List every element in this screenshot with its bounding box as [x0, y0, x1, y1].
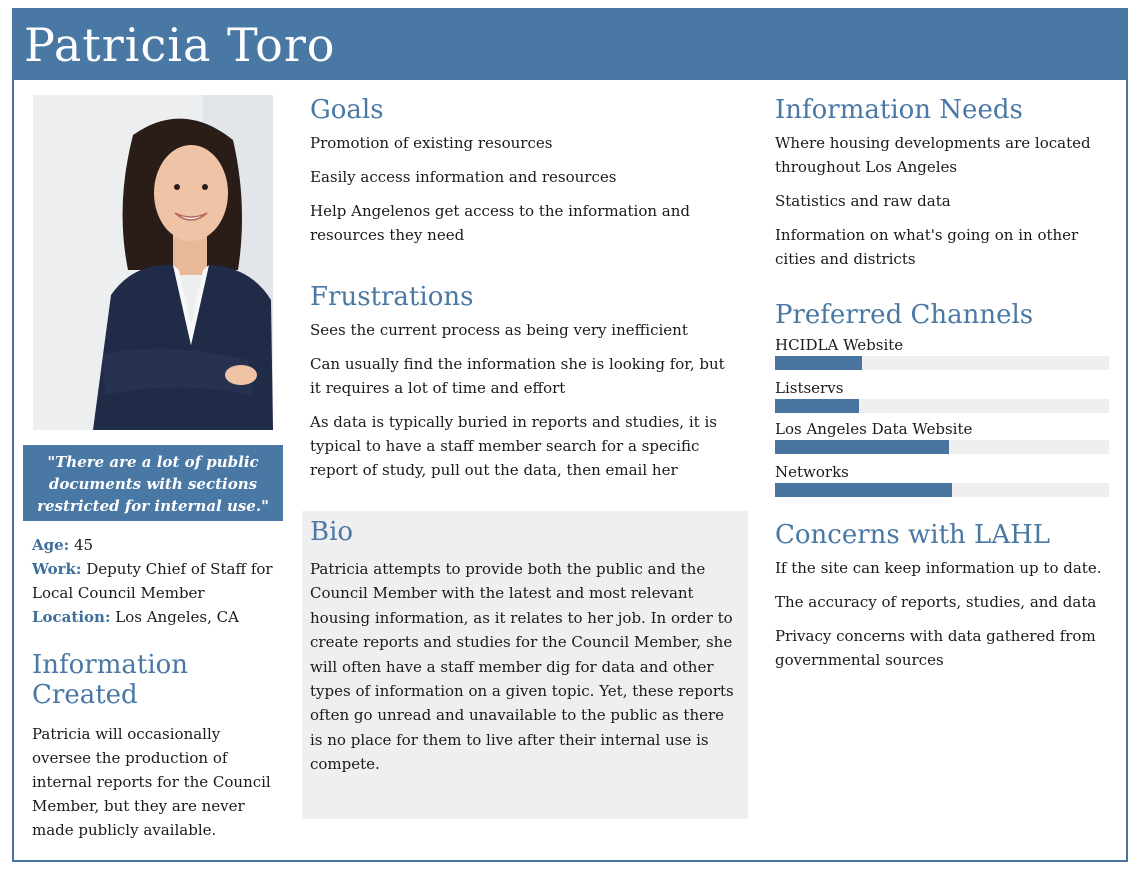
- persona-name: Patricia Toro: [24, 18, 336, 72]
- information-needs-section: [775, 95, 1109, 281]
- frustration-item: Can usually find the information she is looking for, but it requires a lot of time and effort: [310, 355, 725, 397]
- information-created-title: Information Created: [32, 650, 189, 710]
- information-created-text: Patricia will occasionally oversee the production of internal reports for the Council Member, but they are never made publicly available.: [32, 725, 271, 839]
- work-value: Deputy Chief of Staff for Local Council Member: [32, 560, 273, 602]
- channel-bar-track: [775, 399, 1109, 413]
- channel-bar-fill: [775, 399, 859, 413]
- concerns-title: Concerns with LAHL: [775, 520, 1051, 550]
- channel-row: [775, 336, 1109, 370]
- channel-bar-fill: [775, 483, 952, 497]
- channel-bar-fill: [775, 356, 862, 370]
- concern-item: Privacy concerns with data gathered from governmental sources: [775, 627, 1096, 669]
- frustrations-section: [310, 282, 740, 492]
- location-row: [32, 605, 292, 629]
- persona-facts: [32, 533, 292, 629]
- goal-item: Easily access information and resources: [310, 168, 617, 186]
- channel-row: [775, 420, 1109, 454]
- channel-bar-track: [775, 356, 1109, 370]
- information-needs-title: Information Needs: [775, 95, 1023, 125]
- persona-quote: "There are a lot of public documents with sections restricted for internal use.": [23, 445, 283, 521]
- channel-bar-track: [775, 483, 1109, 497]
- location-label: Location:: [32, 608, 111, 626]
- channel-bar-track: [775, 440, 1109, 454]
- frustration-item: As data is typically buried in reports and studies, it is typical to have a staff member search for a specific report of study, pull out the data, then email her: [310, 413, 717, 479]
- bio-text: Patricia attempts to provide both the public and the Council Member with the latest and most relevant housing information, as it relates to her job. In order to create reports and studies for the Council Member, she will often have a staff member dig for data and other types of information on a given topic. Yet, these reports often go unread and unavailable to the public as there is no place for them to live after their internal use is compete.: [310, 560, 734, 774]
- preferred-channels-title: Preferred Channels: [775, 300, 1034, 330]
- channel-name: Listservs: [775, 379, 844, 397]
- need-item: Statistics and raw data: [775, 192, 951, 210]
- need-item: Information on what's going on in other cities and districts: [775, 226, 1079, 268]
- portrait-illustration: [33, 95, 273, 430]
- concern-item: If the site can keep information up to date.: [775, 559, 1102, 577]
- channel-row: [775, 379, 1109, 413]
- need-item: Where housing developments are located throughout Los Angeles: [775, 134, 1091, 176]
- frustration-item: Sees the current process as being very inefficient: [310, 321, 688, 339]
- preferred-channels-title-wrap: [775, 300, 1109, 330]
- information-created-section: [32, 650, 272, 852]
- concern-item: The accuracy of reports, studies, and data: [775, 593, 1097, 611]
- goal-item: Promotion of existing resources: [310, 134, 553, 152]
- age-value: 45: [74, 536, 94, 554]
- work-row: [32, 557, 277, 605]
- concerns-section: [775, 520, 1109, 682]
- channel-row: [775, 463, 1109, 497]
- work-label: Work:: [32, 560, 82, 578]
- age-row: [32, 533, 292, 557]
- header-banner: [12, 8, 1128, 80]
- channel-bar-fill: [775, 440, 949, 454]
- channel-name: Networks: [775, 463, 849, 481]
- channel-name: Los Angeles Data Website: [775, 420, 973, 438]
- goal-item: Help Angelenos get access to the information and resources they need: [310, 202, 691, 244]
- channel-name: HCIDLA Website: [775, 336, 904, 354]
- frustrations-title: Frustrations: [310, 282, 474, 312]
- goals-section: [310, 95, 740, 257]
- bio-panel: [302, 511, 748, 819]
- persona-photo: [33, 95, 273, 430]
- goals-title: Goals: [310, 95, 384, 125]
- location-value: Los Angeles, CA: [115, 608, 239, 626]
- bio-title: Bio: [310, 517, 354, 547]
- age-label: Age:: [32, 536, 70, 554]
